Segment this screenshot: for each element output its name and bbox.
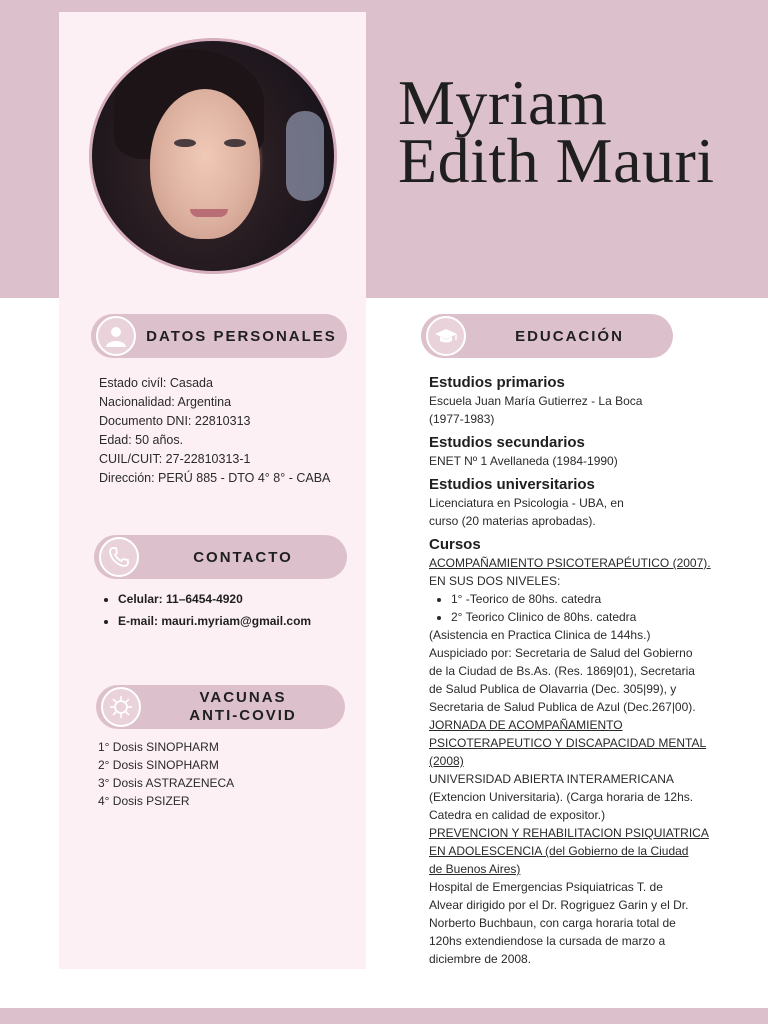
course-title: ACOMPAÑAMIENTO PSICOTERAPÉUTICO (2007). [429,556,711,570]
primary-line: Escuela Juan María Gutierrez - La Boca [429,394,643,408]
contact-phone: • Celular: 11–6454-4920 [118,588,311,610]
course-line: Catedra en calidad de expositor.) [429,808,606,822]
personal-data-title: DATOS PERSONALES [146,327,337,345]
course-line: de la Ciudad de Bs.As. (Res. 1869|01), Secretaria [429,664,695,678]
personal-line: Nacionalidad: Argentina [99,395,232,409]
course-line: 120hs extendiendose la cursada de marzo a [429,934,666,948]
contact-header [94,535,347,579]
primary-line: (1977-1983) [429,412,495,426]
course-line: Alvear dirigido por el Dr. Rogriguez Garin y el Dr. [429,898,689,912]
course-bullets [429,590,749,626]
course-title: de Buenos Aires) [429,862,521,876]
course-bullet: • 1° -Teorico de 80hs. catedra [451,590,749,608]
secondary-line: ENET Nº 1 Avellaneda (1984-1990) [429,454,618,468]
vaccine-line: 1° Dosis SINOPHARM [98,740,219,754]
vaccine-line: 4° Dosis PSIZER [98,794,190,808]
course-line: diciembre de 2008. [429,952,532,966]
vaccines-header [96,685,345,729]
footer-band [0,1008,768,1024]
course-title: PREVENCION Y REHABILITACION PSIQUIATRICA [429,826,709,840]
course-title: (2008) [429,754,464,768]
course-title: JORNADA DE ACOMPAÑAMIENTO [429,718,623,732]
university-heading: Estudios universitarios [429,476,595,493]
course-line: Norberto Buchbaun, con carga horaria total de [429,916,676,930]
education-header [421,314,673,358]
contact-title: CONTACTO [193,548,293,566]
secondary-heading: Estudios secundarios [429,434,585,451]
course-line: Hospital de Emergencias Psiquiatricas T. de [429,880,663,894]
courses-heading: Cursos [429,536,481,553]
contact-email: • E-mail: mauri.myriam@gmail.com [118,610,311,632]
course-title: PSICOTERAPEUTICO Y DISCAPACIDAD MENTAL [429,736,707,750]
phone-icon [99,537,139,577]
course-line: UNIVERSIDAD ABIERTA INTERAMERICANA [429,772,674,786]
personal-line: CUIL/CUIT: 27-22810313-1 [99,452,251,466]
personal-line: Edad: 50 años. [99,433,184,447]
course-line: de Salud Publica de Olavarria (Dec. 305|99), y [429,682,677,696]
person-name [398,67,758,196]
education-content [429,372,749,968]
vaccines-title [141,689,345,725]
course-line: (Asistencia en Practica Clinica de 144hs.) [429,628,651,642]
university-line: Licenciatura en Psicologia - UBA, en [429,496,624,510]
user-icon [96,316,136,356]
vaccines-title-line-1: VACUNAS [199,689,287,706]
university-line: curso (20 materias aprobadas). [429,514,596,528]
vaccine-line: 3° Dosis ASTRAZENECA [98,776,235,790]
name-line-1: Myriam [398,67,608,138]
profile-photo [89,38,337,274]
graduation-cap-icon [426,316,466,356]
primary-heading: Estudios primarios [429,374,565,391]
education-title: EDUCACIÓN [515,327,624,345]
vaccine-line: 2° Dosis SINOPHARM [98,758,219,772]
vaccines-title-line-2: ANTI-COVID [189,707,297,724]
vaccines-list [98,738,234,810]
name-line-2: Edith Mauri [398,125,715,196]
course-line: (Extencion Universitaria). (Carga horaria de 12hs. [429,790,694,804]
contact-list [100,588,311,632]
course-bullet: • 2° Teorico Clinico de 80hs. catedra [451,608,749,626]
course-title: EN ADOLESCENCIA (del Gobierno de la Ciudad [429,844,689,858]
virus-icon [101,687,141,727]
course-line: EN SUS DOS NIVELES: [429,574,561,588]
personal-data-header [91,314,347,358]
personal-line: Documento DNI: 22810313 [99,414,251,428]
course-line: Secretaria de Salud Publica de Azul (Dec.267|00). [429,700,696,714]
course-line: Auspiciado por: Secretaria de Salud del Gobierno [429,646,693,660]
personal-line: Estado civíl: Casada [99,376,213,390]
personal-line: Dirección: PERÚ 885 - DTO 4° 8° - CABA [99,471,331,485]
personal-data-list [99,374,330,488]
